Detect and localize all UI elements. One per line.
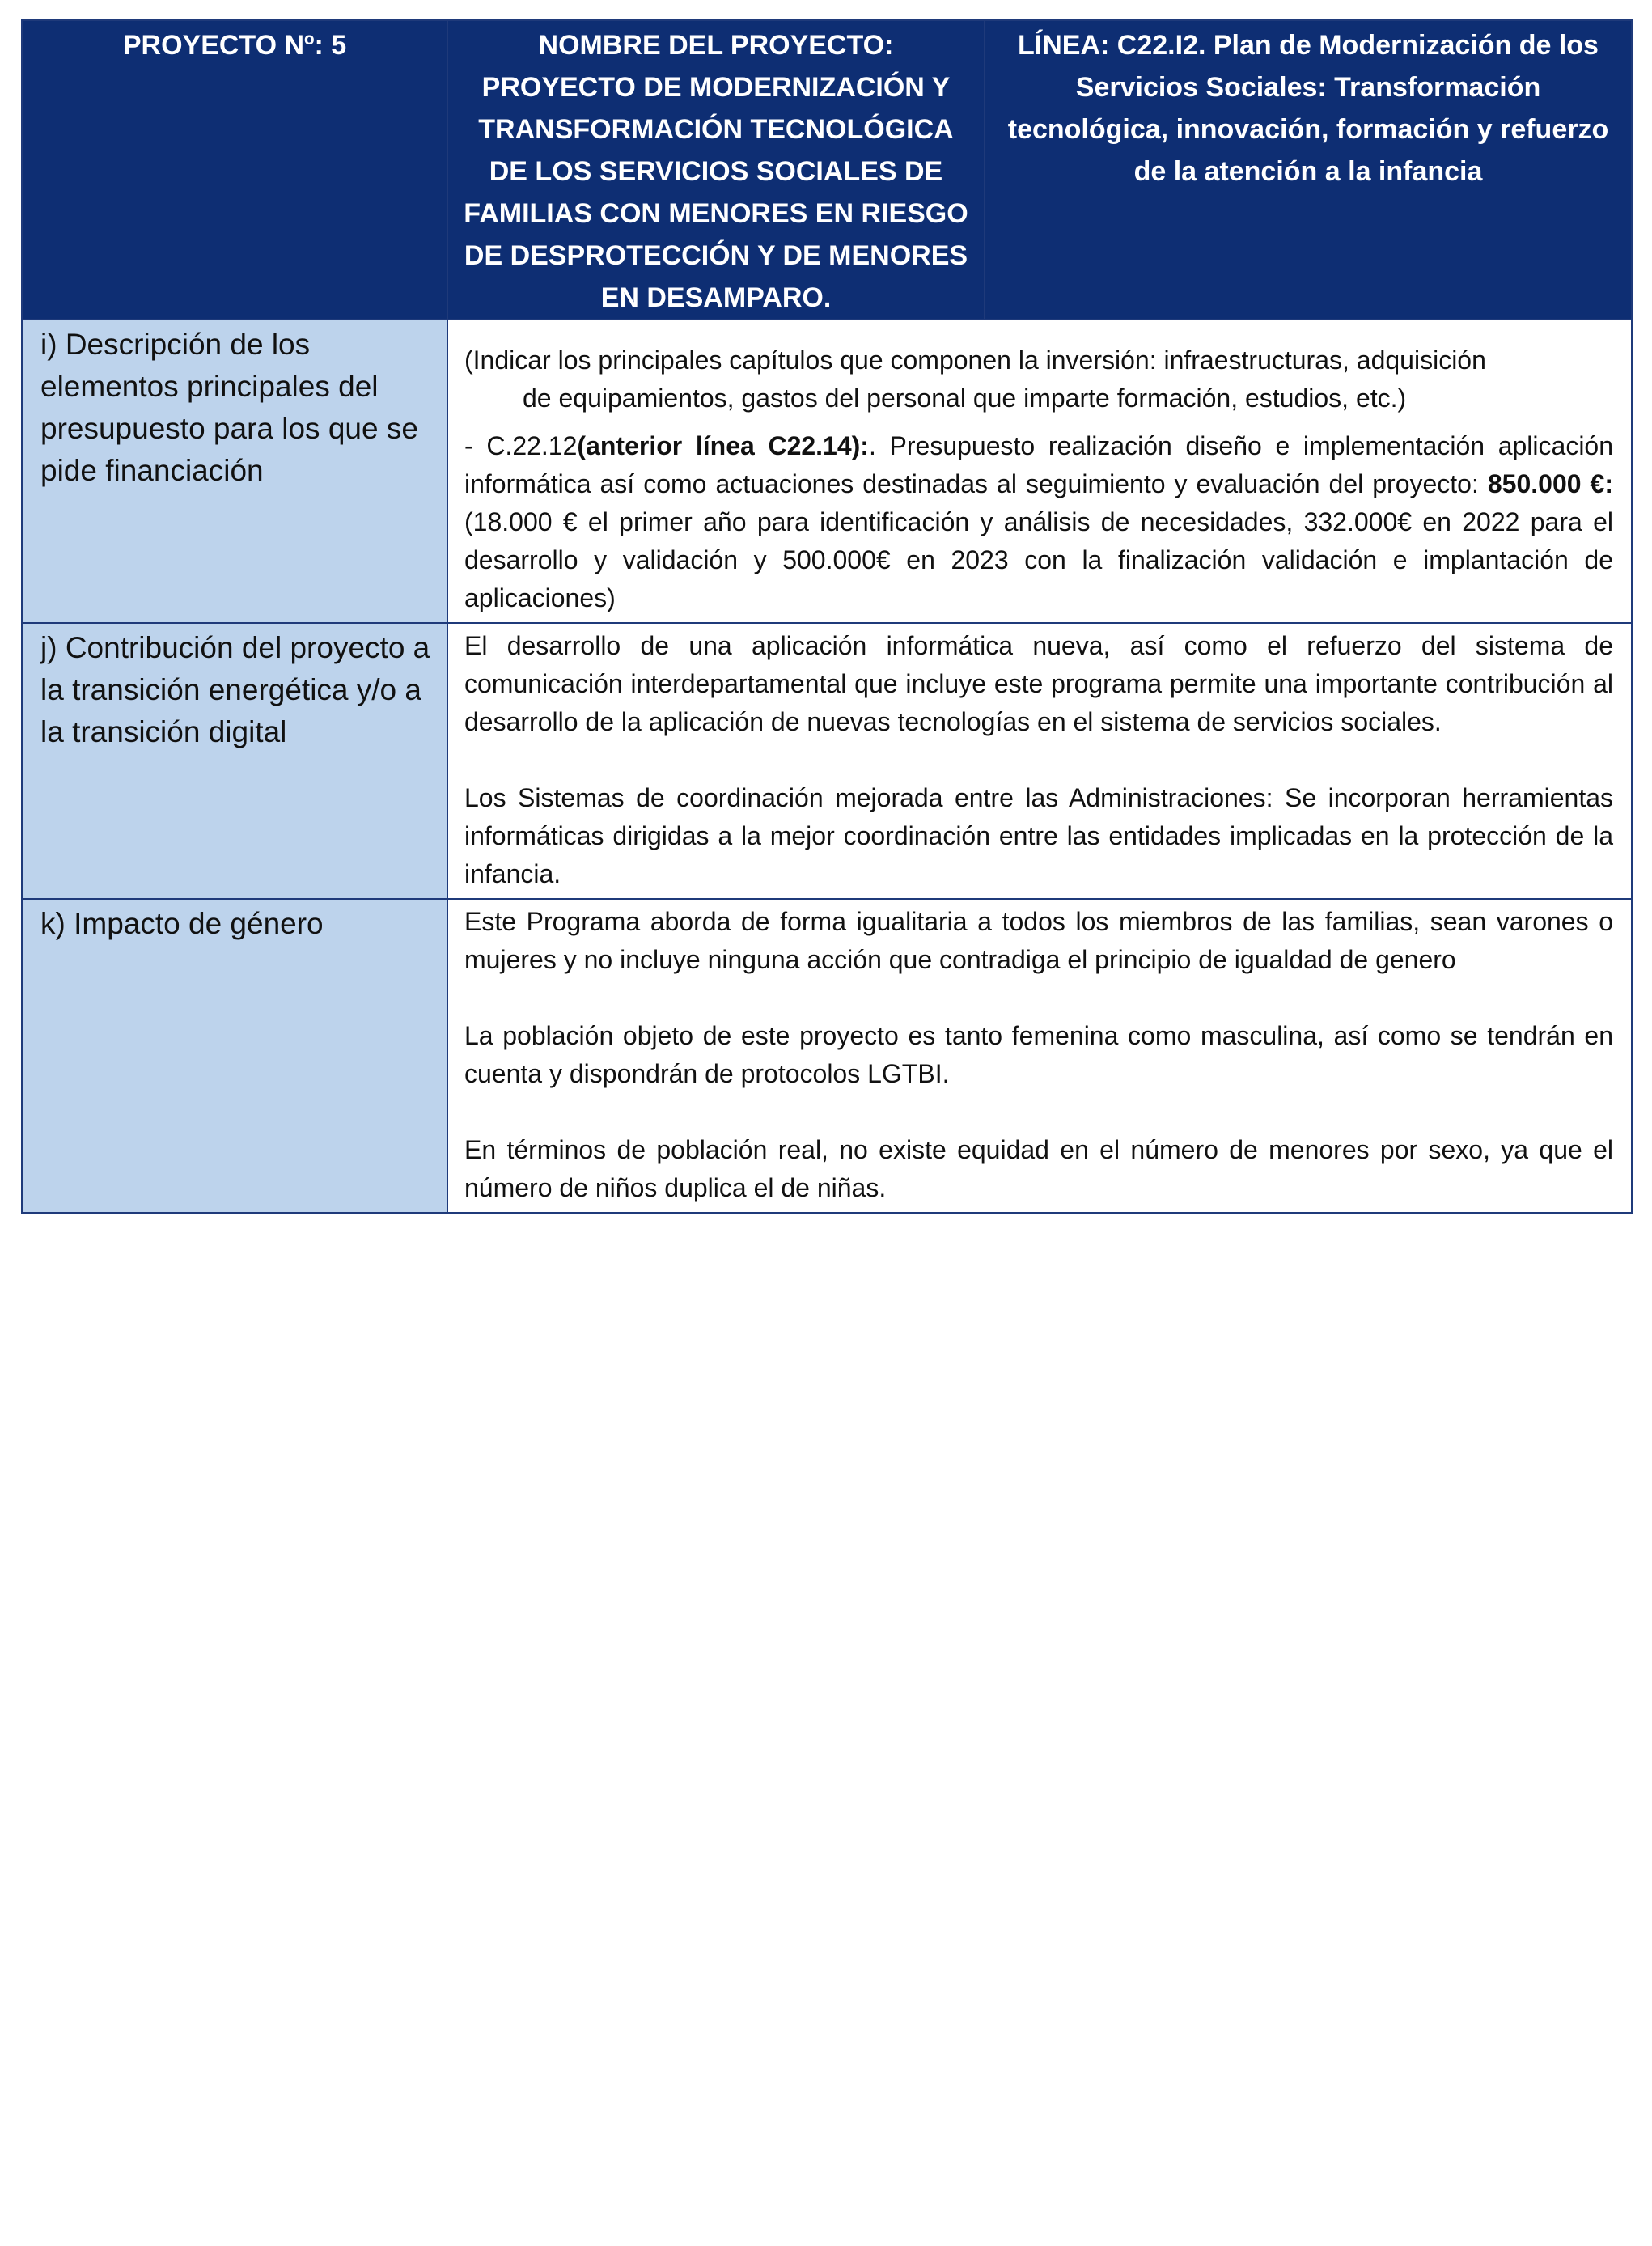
paragraph-gap: [464, 979, 1613, 1017]
budget-text: [464, 427, 1613, 617]
contribution-label-cell: [22, 623, 447, 899]
project-line: [985, 20, 1632, 320]
gender-label: k) Impacto de género: [40, 907, 324, 940]
project-name: PROYECTO DE MODERNIZACIÓN Y TRANSFORMACIÓN TECNOLÓGICA DE LOS SERVICIOS SOCIALES DE FAMILIAS CON MENORES EN RIESGO DE DESPROTECCIÓN Y DE MENORES EN DESAMPARO.: [464, 72, 968, 313]
budget-content: [447, 320, 1632, 623]
contribution-content: [447, 623, 1632, 899]
contribution-row: [22, 623, 1632, 899]
contribution-para1: El desarrollo de una aplicación informática nueva, así como el refuerzo del sistema de comunicación interdepartamental que incluye este programa permite una importante contribución al desarrollo de la aplicación de nuevas tecnologías en el sistema de servicios sociales.: [464, 631, 1613, 736]
project-line-text: LÍNEA: C22.I2. Plan de Modernización de los Servicios Sociales: Transformación tecnológica, innovación, formación y refuerzo de la atención a la infancia: [1007, 30, 1609, 187]
project-name-cell: [447, 20, 985, 320]
gender-row: [22, 899, 1632, 1213]
budget-label: i) Descripción de los elementos principales del presupuesto para los que se pide financiación: [40, 328, 418, 487]
budget-row: [22, 320, 1632, 623]
gender-para2: La población objeto de este proyecto es tanto femenina como masculina, así como se tendrán en cuenta y dispondrán de protocolos LGTBI.: [464, 1021, 1613, 1088]
gender-para1: Este Programa aborda de forma igualitaria a todos los miembros de las familias, sean varones o mujeres y no incluye ninguna acción que contradiga el principio de igualdad de genero: [464, 907, 1613, 974]
contribution-para2: Los Sistemas de coordinación mejorada entre las Administraciones: Se incorporan herramientas informáticas dirigidas a la mejor coordinación entre las entidades implicadas en la protección de la infancia.: [464, 783, 1613, 888]
budget-text-bold1: (anterior línea C22.14):: [577, 431, 869, 460]
budget-text-prefix: - C.22.12: [464, 431, 578, 460]
gender-content: [447, 899, 1632, 1213]
budget-text-suffix: (18.000 € el primer año para identificación y análisis de necesidades, 332.000€ en 2022 para el desarrollo y validación y 500.000€ en 2023 con la finalización validación e implantación de aplicaciones): [464, 507, 1613, 612]
budget-label-cell: [22, 320, 447, 623]
project-table: [21, 19, 1633, 1214]
header-row: [22, 20, 1632, 320]
budget-note-line2: de equipamientos, gastos del personal que imparte formación, estudios, etc.): [523, 384, 1407, 413]
gender-label-cell: [22, 899, 447, 1213]
paragraph-gap: [464, 1093, 1613, 1131]
budget-note-line1: (Indicar los principales capítulos que componen la inversión: infraestructuras, adquisición: [464, 345, 1486, 375]
budget-text-middle: . Presupuesto realización diseño e implementación aplicación informática así como actuaciones destinadas al seguimiento y evaluación del proyecto:: [464, 431, 1614, 498]
contribution-label: j) Contribución del proyecto a la transición energética y/o a la transición digital: [40, 631, 430, 748]
project-number: [22, 20, 447, 320]
budget-amount: 850.000 €:: [1487, 469, 1614, 498]
gender-para3: En términos de población real, no existe equidad en el número de menores por sexo, ya que el número de niños duplica el de niñas.: [464, 1135, 1613, 1202]
project-name-label: NOMBRE DEL PROYECTO:: [538, 30, 894, 61]
project-number-text: PROYECTO Nº: 5: [122, 30, 347, 61]
paragraph-gap: [464, 741, 1613, 779]
budget-note: [464, 341, 1613, 417]
